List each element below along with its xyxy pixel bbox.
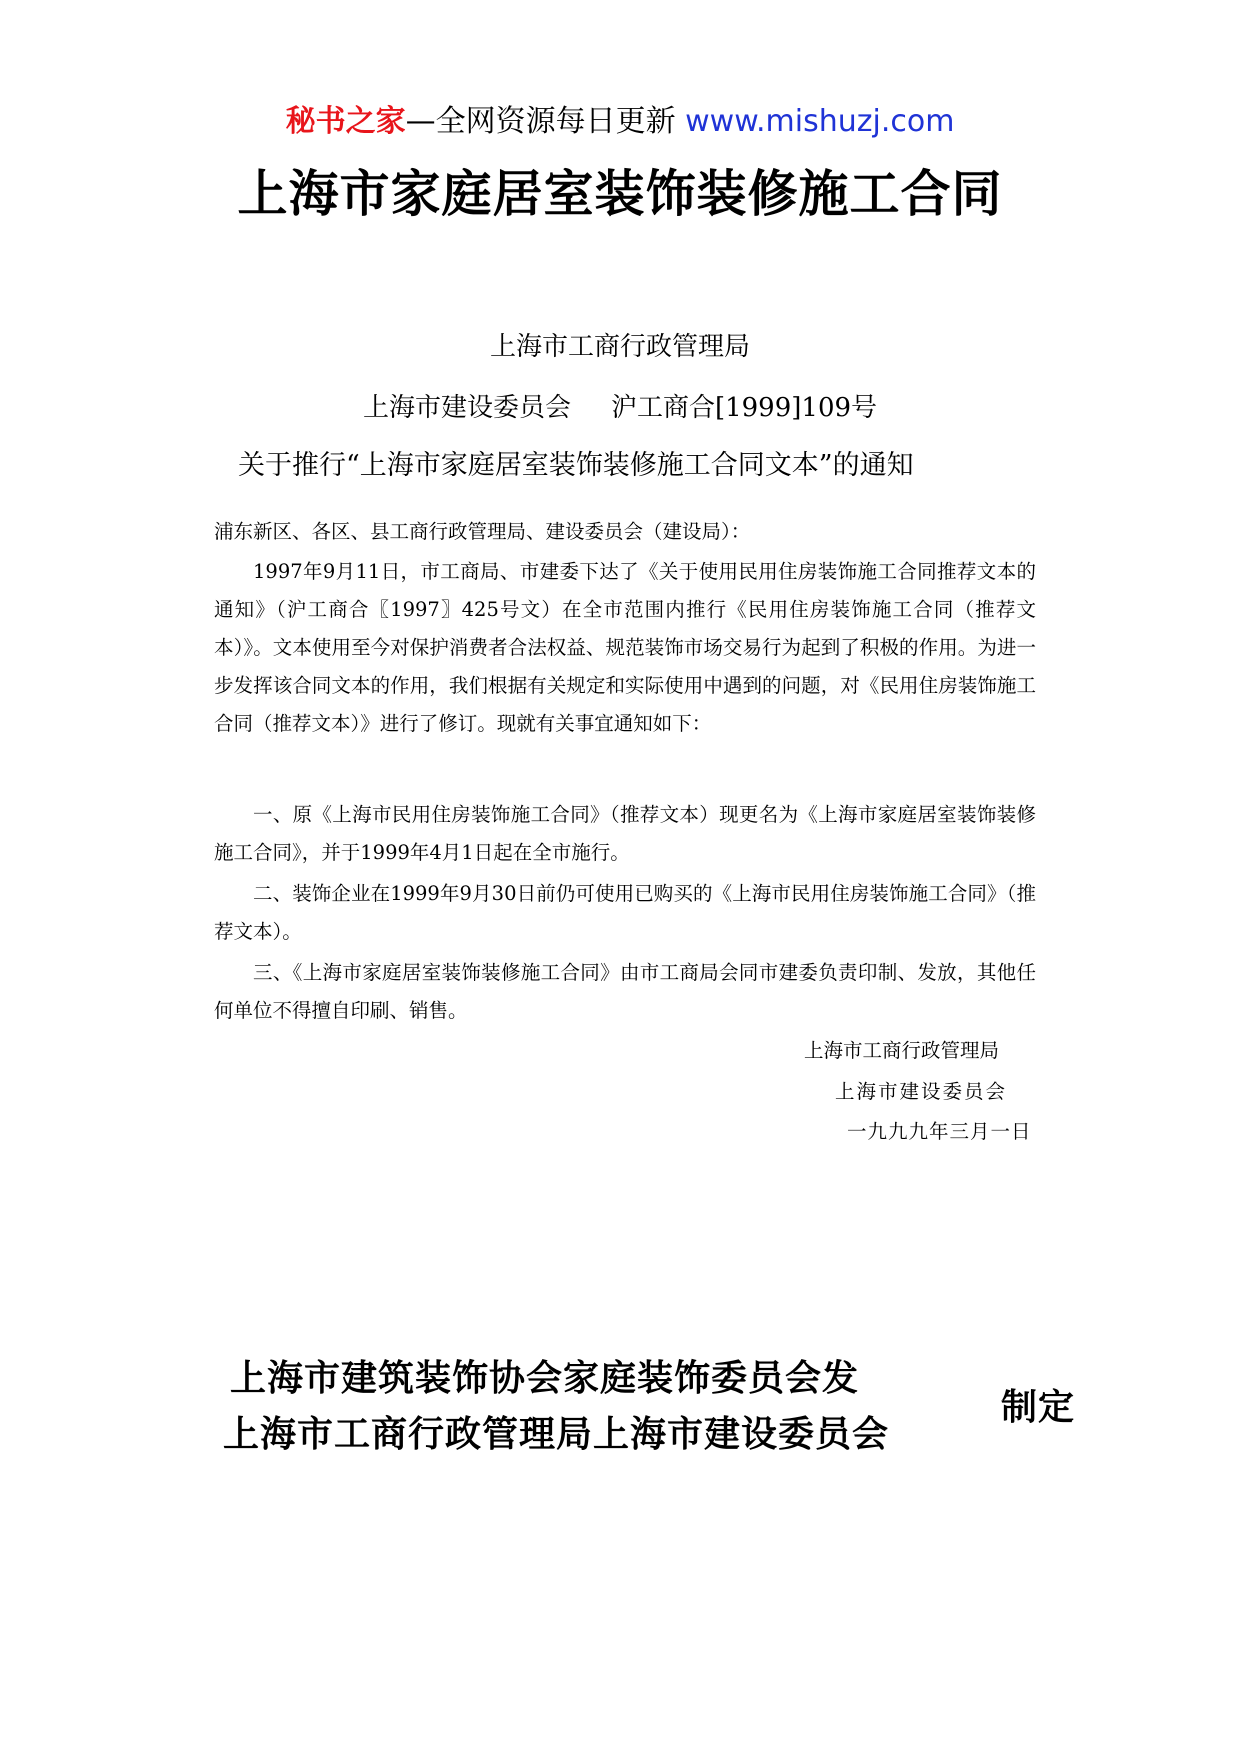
- signature-org-2: 上海市建设委员会: [835, 1080, 1008, 1103]
- site-banner: [0, 102, 1240, 142]
- notice-title: 关于推行“上海市家庭居室装饰装修施工合同文本”的通知: [238, 450, 914, 481]
- document-title: 上海市家庭居室装饰装修施工合同: [237, 165, 1003, 223]
- document-number: 沪工商合[1999]109号: [610, 393, 878, 423]
- signature-org-1: 上海市工商行政管理局: [804, 1039, 1000, 1062]
- footer-issuer-line-1: 上海市建筑装饰协会家庭装饰委员会发: [230, 1358, 860, 1399]
- issuer-line-1: 上海市工商行政管理局: [489, 332, 750, 362]
- salutation-text: 浦东新区、各区、县工商行政管理局、建设委员会（建设局）：: [214, 520, 751, 543]
- paragraph-text: 三、《上海市家庭居室装饰装修施工合同》由市工商局会同市建委负责印制、发放，其他任何单位不得擅自印刷、销售。: [214, 961, 1036, 1022]
- footer-issuer-line-2: 上海市工商行政管理局上海市建设委员会: [223, 1414, 890, 1455]
- notice-body-paragraph-1: [214, 553, 1036, 743]
- paragraph-text: 二、装饰企业在1999年9月30日前仍可使用已购买的《上海市民用住房装饰施工合同》（推荐文本）。: [214, 882, 1036, 943]
- notice-body-paragraph-3: [214, 875, 1036, 951]
- salutation: [214, 513, 1036, 551]
- footer-made-label: 制定: [1001, 1387, 1076, 1428]
- issuer-2-name: 上海市建设委员会: [362, 393, 571, 423]
- paragraph-text: 1997年9月11日，市工商局、市建委下达了《关于使用民用住房装饰施工合同推荐文本的通知》（沪工商合〖1997〗425号文）在全市范围内推行《民用住房装饰施工合同（推荐文本）》。文本使用至今对保护消费者合法权益、规范装饰市场交易行为起到了积极的作用。为进一步发挥该合同文本的作用，我们根据有关规定和实际使用中遇到的问题，对《民用住房装饰施工合同（推荐文本）》进行了修订。现就有关事宜通知如下：: [214, 560, 1036, 735]
- banner-tagline: —全网资源每日更新: [405, 104, 676, 139]
- issuer-line-2: [0, 391, 1240, 425]
- notice-body-paragraph-2: [214, 796, 1036, 872]
- banner-url-link[interactable]: www.mishuzj.com: [685, 104, 955, 139]
- banner-brand: 秘书之家: [285, 104, 406, 139]
- paragraph-text: 一、原《上海市民用住房装饰施工合同》（推荐文本）现更名为《上海市家庭居室装饰装修施工合同》，并于1999年4月1日起在全市施行。: [214, 803, 1036, 864]
- notice-body-paragraph-4: [214, 954, 1036, 1030]
- signature-date: 一九九九年三月一日: [847, 1120, 1032, 1143]
